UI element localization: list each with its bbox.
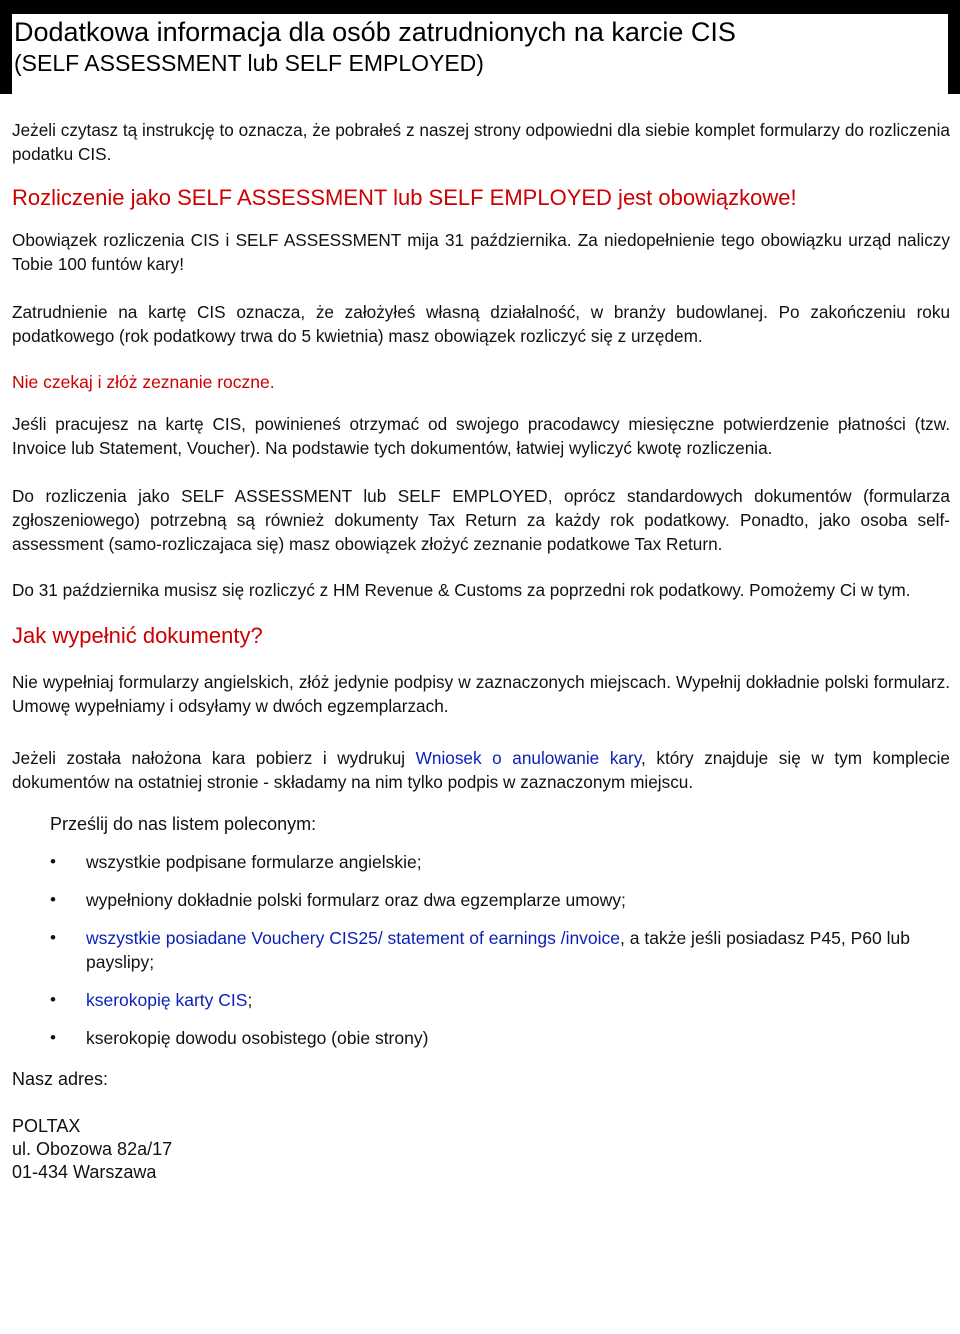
penalty-text-after: , który znajduje się w tym komplecie dokumentów na ostatniej stronie - składamy na nim tylko podpis w zaznaczonym miejscu. — [12, 748, 950, 792]
cis-card-copy-link[interactable]: kserokopię karty CIS — [86, 990, 248, 1010]
bullet-icon: • — [50, 928, 56, 947]
address-label: Nasz adres: — [12, 1069, 109, 1089]
list-item-text: ; — [247, 990, 253, 1010]
payments-paragraph: Jeśli pracujesz na kartę CIS, powinieneś otrzymać od swojego pracodawcy miesięczne potwierdzenie płatności (tzw. Invoice lub Statement, Voucher). Na podstawie tych dokumentów, łatwiej wyliczyć kwotę rozliczenia. — [12, 414, 950, 458]
address-block — [12, 1115, 950, 1184]
vouchers-link[interactable]: wszystkie posiadane Vouchery CIS25/ statement of earnings /invoice — [86, 928, 621, 948]
list-item — [12, 926, 950, 974]
cis-meaning-paragraph: Zatrudnienie na kartę CIS oznacza, że założyłeś własną działalność, w branży budowlanej. Po zakończeniu roku podatkowego (rok podatkowy trwa do 5 kwietnia) masz obowiązek rozliczyć się z urzędem. — [12, 302, 950, 346]
deadline-help-paragraph: Do 31 października musisz się rozliczyć z HM Revenue & Customs za poprzedni rok podatkowy. Pomożemy Ci w tym. — [12, 580, 911, 600]
list-item-text: wszystkie podpisane formularze angielskie; — [86, 852, 422, 872]
how-heading: Jak wypełnić dokumenty? — [12, 623, 263, 648]
page-title: Dodatkowa informacja dla osób zatrudnionych na karcie CIS — [14, 17, 736, 47]
penalty-text-before: Jeżeli została nałożona kara pobierz i wydrukuj — [12, 748, 416, 768]
address-name: POLTAX — [12, 1116, 81, 1136]
address-city: 01-434 Warszawa — [12, 1162, 157, 1182]
documents-paragraph: Do rozliczenia jako SELF ASSESSMENT lub SELF EMPLOYED, oprócz standardowych dokumentów (formularza zgłoszeniowego) potrzebną są również dokumenty Tax Return za każdy rok podatkowy. Ponadto, jako osoba self-assessment (samo-rozliczajaca się) masz obowiązek złożyć zeznanie podatkowe Tax Return. — [12, 486, 950, 554]
document-body — [12, 118, 950, 1184]
title-box — [12, 14, 948, 94]
penalty-paragraph — [12, 746, 950, 794]
page-subtitle: (SELF ASSESSMENT lub SELF EMPLOYED) — [14, 50, 484, 76]
list-item — [12, 888, 950, 912]
deadline-paragraph: Obowiązek rozliczenia CIS i SELF ASSESSMENT mija 31 października. Za niedopełnienie tego obowiązku urząd naliczy Tobie 100 funtów kary! — [12, 230, 950, 274]
how-paragraph: Nie wypełniaj formularzy angielskich, złóż jedynie podpisy w zaznaczonych miejscach. Wypełnij dokładnie polski formularz. Umowę wypełniamy i odsyłamy w dwóch egzemplarzach. — [12, 672, 950, 716]
address-street: ul. Obozowa 82a/17 — [12, 1139, 173, 1159]
list-item-text: kserokopię dowodu osobistego (obie strony) — [86, 1028, 429, 1048]
bullet-icon: • — [50, 990, 56, 1009]
penalty-form-link[interactable]: Wniosek o anulowanie kary — [415, 748, 642, 768]
page-header — [0, 0, 960, 94]
dont-wait-note: Nie czekaj i złóż zeznanie roczne. — [12, 372, 275, 392]
bullet-icon: • — [50, 1028, 56, 1047]
send-heading: Prześlij do nas listem poleconym: — [50, 814, 317, 834]
intro-paragraph: Jeżeli czytasz tą instrukcję to oznacza, że pobrałeś z naszej strony odpowiedni dla siebie komplet formularzy do rozliczenia podatku CIS. — [12, 120, 950, 164]
list-item — [12, 988, 950, 1012]
list-item — [12, 1026, 950, 1050]
mandatory-heading: Rozliczenie jako SELF ASSESSMENT lub SELF EMPLOYED jest obowiązkowe! — [12, 185, 797, 210]
bullet-icon: • — [50, 852, 56, 871]
list-item-text: , a także jeśli posiadasz P45, P60 lub payslipy; — [86, 928, 910, 972]
bullet-icon: • — [50, 890, 56, 909]
send-list — [12, 850, 950, 1050]
list-item-text: wypełniony dokładnie polski formularz oraz dwa egzemplarze umowy; — [86, 890, 626, 910]
list-item — [12, 850, 950, 874]
